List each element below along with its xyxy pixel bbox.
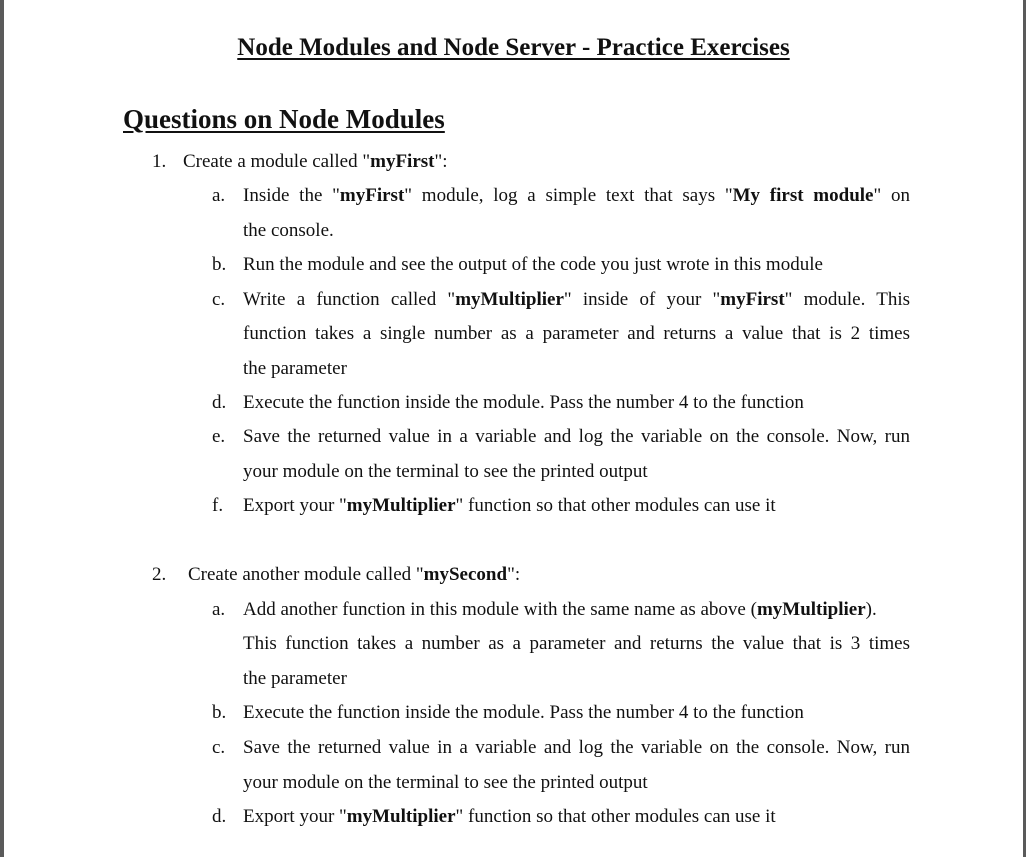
document-page (4, 0, 1023, 857)
item-line: Execute the function inside the module. Pass the number 4 to the function (243, 702, 804, 723)
item-marker: c. (212, 737, 226, 758)
item-marker: c. (212, 289, 226, 310)
item-marker: e. (212, 426, 226, 447)
item-line: your module on the terminal to see the printed output (243, 461, 648, 482)
item-line: the parameter (243, 668, 347, 689)
item-line: Write a function called "myMultiplier" inside of your "myFirst" module. This (243, 289, 911, 310)
item-marker: a. (212, 185, 226, 206)
item-line: the console. (243, 220, 334, 241)
item-line: Export your "myMultiplier" function so that other modules can use it (243, 495, 776, 516)
item-line: Add another function in this module with the same name as above (myMultiplier). (243, 599, 877, 620)
section-heading: Questions on Node Modules (123, 104, 445, 134)
item-marker: b. (212, 702, 227, 723)
item-line: This function takes a number as a parameter and returns the value that is 3 times (243, 633, 910, 654)
question-text: Create another module called "mySecond": (188, 564, 521, 585)
question-number: 2. (152, 564, 167, 585)
item-line: your module on the terminal to see the printed output (243, 772, 648, 793)
item-marker: d. (212, 806, 227, 827)
item-marker: a. (212, 599, 226, 620)
item-marker: d. (212, 392, 227, 413)
question-text: Create a module called "myFirst": (183, 151, 448, 172)
item-line: Run the module and see the output of the code you just wrote in this module (243, 254, 823, 275)
item-line: the parameter (243, 358, 347, 379)
item-line: Export your "myMultiplier" function so that other modules can use it (243, 806, 776, 827)
question-number: 1. (152, 151, 167, 172)
item-line: Save the returned value in a variable and log the variable on the console. Now, run (243, 737, 910, 758)
item-line: Save the returned value in a variable and log the variable on the console. Now, run (243, 426, 910, 447)
item-line: Inside the "myFirst" module, log a simple text that says "My first module" on (243, 185, 910, 206)
item-marker: f. (212, 495, 224, 516)
item-marker: b. (212, 254, 227, 275)
item-line: Execute the function inside the module. Pass the number 4 to the function (243, 392, 804, 413)
item-line: function takes a single number as a parameter and returns a value that is 2 times (243, 323, 910, 344)
document-title: Node Modules and Node Server - Practice Exercises (237, 34, 790, 61)
